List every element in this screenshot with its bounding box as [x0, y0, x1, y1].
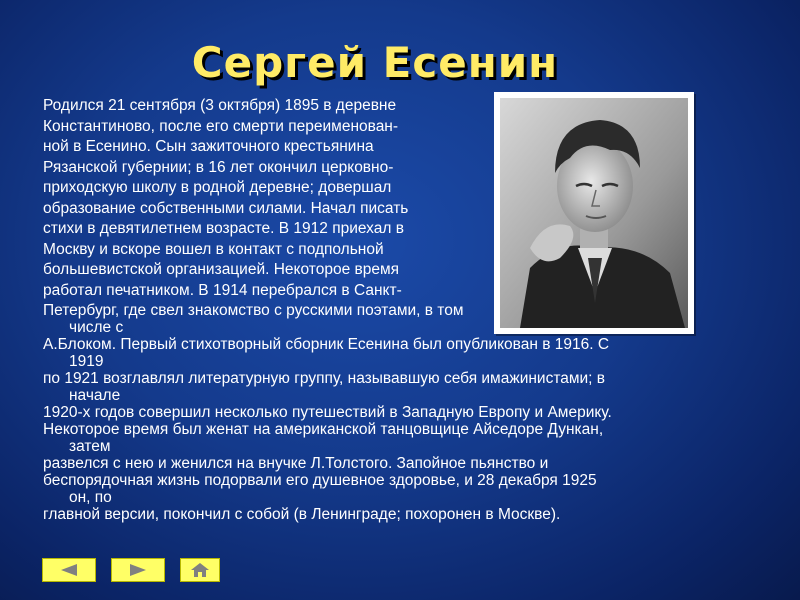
house-icon — [190, 562, 210, 578]
bio-line: главной версии, покончил с собой (в Ленинграде; похоронен в Москве). — [43, 506, 561, 523]
bio-line-continuation: начале — [69, 387, 121, 404]
slide-title: Сергей Есенин — [191, 38, 559, 87]
triangle-left-icon — [59, 563, 79, 577]
bio-line: Некоторое время был женат на американской танцовщице Айседоре Дункан, — [43, 421, 604, 438]
bio-line: А.Блоком. Первый стихотворный сборник Есенина был опубликован в 1916. С — [43, 336, 610, 353]
bio-line-continuation: 1919 — [69, 353, 104, 370]
bio-line: работал печатником. В 1914 перебрался в Санкт- — [43, 281, 402, 299]
bio-line: Рязанской губернии; в 16 лет окончил церковно- — [43, 158, 394, 176]
bio-line: образование собственными силами. Начал писать — [43, 199, 409, 217]
biography-narrow-block — [43, 96, 763, 301]
triangle-right-icon — [128, 563, 148, 577]
bio-line-continuation: он, по — [69, 489, 112, 506]
bio-line: 1920-х годов совершил несколько путешествий в Западную Европу и Америку. — [43, 404, 612, 421]
biography-wide-block — [43, 302, 763, 523]
bio-line: по 1921 возглавлял литературную группу, называвшую себя имажинистами; в — [43, 370, 606, 387]
bio-line: развелся с нею и женился на внучке Л.Толстого. Запойное пьянство и — [43, 455, 549, 472]
bio-line: беспорядочная жизнь подорвали его душевное здоровье, и 28 декабря 1925 — [43, 472, 597, 489]
bio-line: приходскую школу в родной деревне; довершал — [43, 179, 392, 196]
next-slide-button[interactable] — [111, 558, 165, 582]
bio-line: Родился 21 сентября (3 октября) 1895 в деревне — [43, 97, 397, 114]
bio-line-continuation: затем — [69, 438, 111, 455]
home-button[interactable] — [180, 558, 220, 582]
bio-line: стихи в девятилетнем возрасте. В 1912 приехал в — [43, 220, 404, 237]
bio-line: Петербург, где свел знакомство с русскими поэтами, в том — [43, 302, 464, 319]
previous-slide-button[interactable] — [42, 558, 96, 582]
bio-line: большевистской организацией. Некоторое время — [43, 261, 400, 278]
bio-line: Москву и вскоре вошел в контакт с подпольной — [43, 240, 384, 258]
bio-line: Константиново, после его смерти переименован- — [43, 117, 399, 135]
bio-line-continuation: числе с — [69, 319, 124, 336]
biography-text — [43, 96, 763, 523]
bio-line: ной в Есенино. Сын зажиточного крестьянина — [43, 138, 374, 155]
